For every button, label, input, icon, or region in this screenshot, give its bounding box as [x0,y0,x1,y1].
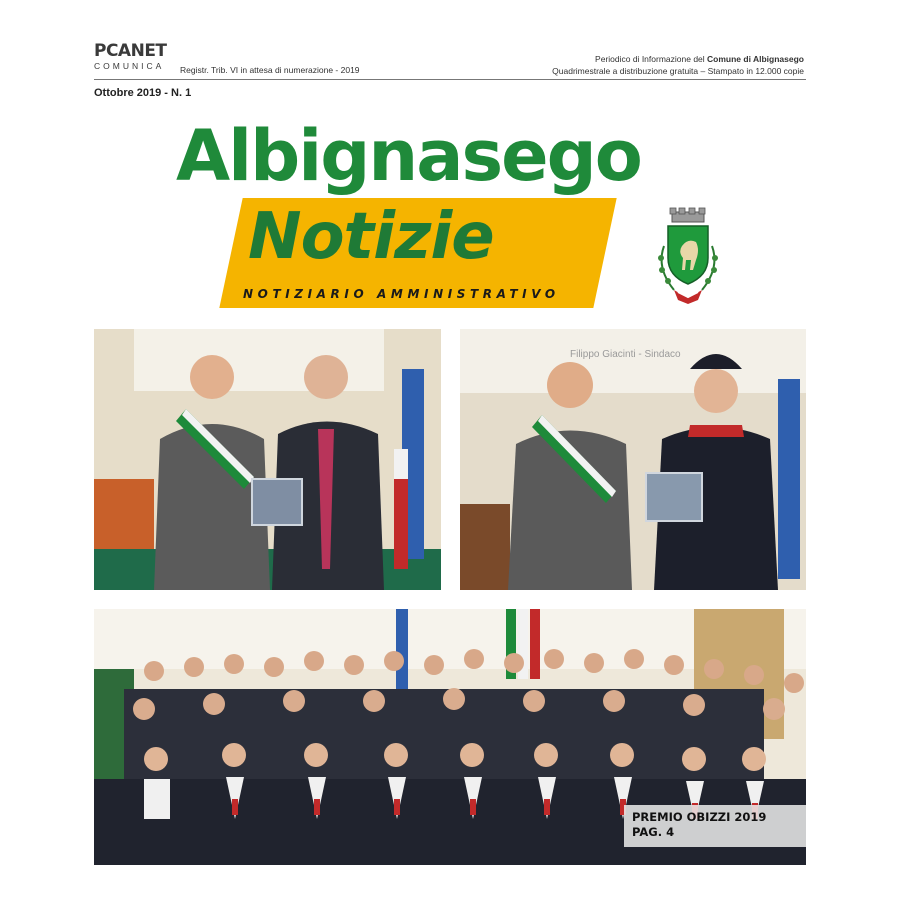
photo-award-mayor-carabiniere [460,329,806,590]
publisher-logo-tagline: COMUNICA [94,61,165,71]
periodical-info [552,53,804,77]
caption-title: PREMIO OBIZZI 2019 [632,810,767,824]
masthead-title: Albignasego [176,115,641,197]
publisher-logo [94,42,184,71]
periodical-info-municipality: Comune di Albignasego [707,54,804,64]
issue-date: Ottobre 2019 - N. 1 [94,87,192,99]
coat-of-arms-icon [652,206,724,306]
registration-note: Registr. Trib. VI in attesa di numerazione - 2019 [180,65,360,75]
photo-caption [624,805,806,847]
masthead-notizie: Notizie [248,200,494,274]
header-divider [94,79,806,80]
caption-page-ref: PAG. 4 [632,825,675,839]
masthead-subtitle: NOTIZIARIO AMMINISTRATIVO [243,287,560,301]
distribution-note: Quadrimestrale a distribuzione gratuita – Stampato in 12.000 copie [552,66,804,76]
periodical-info-prefix: Periodico di Informazione del [595,54,708,64]
photo-award-mayor-guest [94,329,441,590]
publisher-logo-name: PCANET [94,41,167,61]
photo2-banner-text: Filippo Giacinti - Sindaco [570,349,681,360]
